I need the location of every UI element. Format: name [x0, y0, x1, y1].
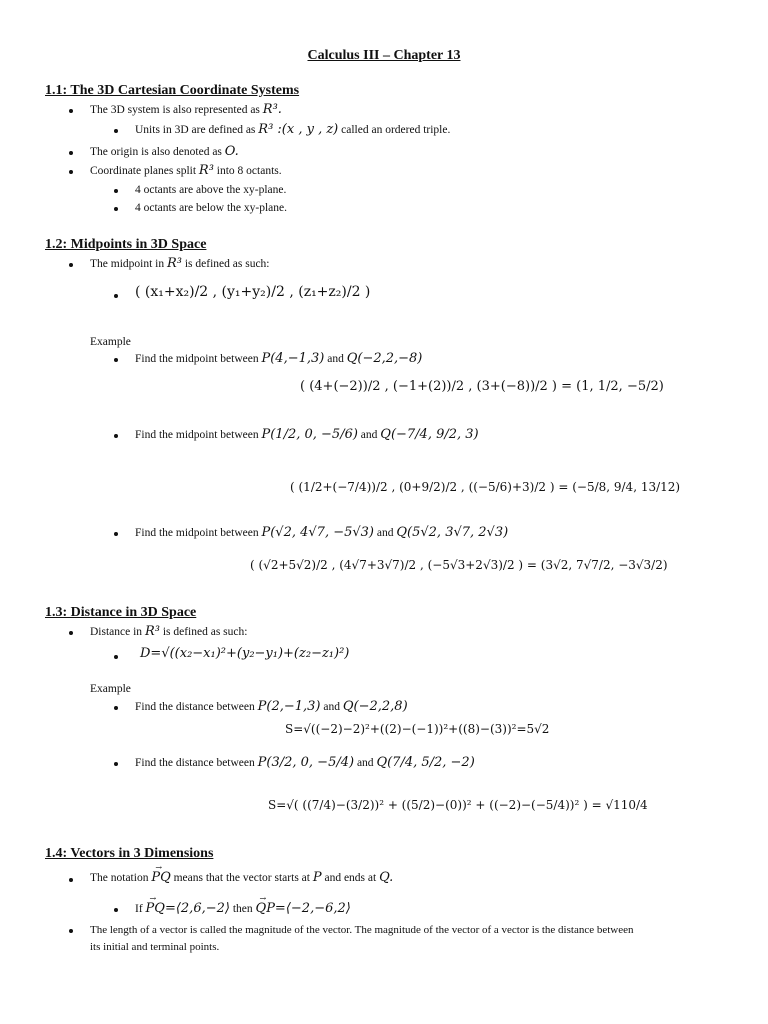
math-expression: R³.	[262, 102, 282, 117]
math-expression: R³	[144, 624, 160, 639]
bullet-marker	[114, 358, 118, 362]
list-item	[135, 428, 479, 442]
list-item-text: Find the distance between	[135, 701, 255, 713]
distance-formula: D=√((x₂−x₁)²+(y₂−y₁)+(z₂−z₁)²)	[140, 646, 350, 661]
list-item-text: then	[232, 903, 253, 915]
list-item-text: is defined as such:	[162, 626, 248, 638]
list-item	[135, 123, 450, 137]
bullet-marker	[114, 762, 118, 766]
math-expression: P(4,−1,3)	[261, 351, 325, 366]
vector-expression: → QP=⟨−2,−6,2⟩	[256, 902, 351, 916]
solution-formula: S=√( ((7/4)−(3/2))² + ((5/2)−(0))² + ((−2)−(−5/4))² ) = √110/4	[268, 798, 648, 812]
list-item	[135, 526, 508, 540]
list-item	[90, 145, 239, 159]
math-expression: R³ :(x , y , z)	[258, 122, 339, 137]
list-item: The length of a vector is called the magnitude of the vector. The magnitude of the vector of a vector is the distance between	[90, 924, 634, 936]
list-item-text: Find the midpoint between	[135, 527, 259, 539]
list-item-text: means that the vector starts at	[173, 872, 310, 884]
math-expression: Q.	[379, 870, 394, 885]
list-item-text: and	[356, 757, 374, 769]
list-item-text: The midpoint in	[90, 258, 165, 270]
section-heading-1-1: 1.1: The 3D Cartesian Coordinate Systems	[45, 83, 300, 98]
vector-expression: → PQ=⟨2,6,−2⟩	[146, 902, 230, 916]
list-item: 4 octants are above the xy-plane.	[135, 184, 287, 196]
section-heading-1-2: 1.2: Midpoints in 3D Space	[45, 237, 207, 252]
solution-formula: ( (√2+5√2)/2 , (4√7+3√7)/2 , (−5√3+2√3)/2 ) = (3√2, 7√7/2, −3√3/2)	[250, 558, 668, 572]
list-item-text: The origin is also denoted as	[90, 146, 222, 158]
bullet-marker	[114, 908, 118, 912]
bullet-marker	[114, 189, 118, 193]
list-item	[90, 103, 282, 117]
list-item	[90, 871, 393, 885]
list-item	[135, 700, 408, 714]
document-title: Calculus III – Chapter 13	[307, 48, 461, 63]
list-item-text: Find the midpoint between	[135, 353, 259, 365]
example-label: Example	[90, 683, 131, 695]
bullet-marker	[114, 655, 118, 659]
math-expression: P	[312, 870, 322, 885]
bullet-marker	[114, 532, 118, 536]
list-item-text: and	[323, 701, 340, 713]
bullet-marker	[69, 170, 73, 174]
list-item-text: is defined as such:	[184, 258, 270, 270]
list-item	[90, 164, 282, 178]
solution-formula: ( (1/2+(−7/4))/2 , (0+9/2)/2 , ((−5/6)+3)/2 ) = (−5/8, 9/4, 13/12)	[290, 480, 681, 494]
bullet-marker	[114, 434, 118, 438]
example-label: Example	[90, 336, 131, 348]
math-expression: R³	[198, 163, 214, 178]
list-item	[90, 625, 247, 639]
list-item-text: The 3D system is also represented as	[90, 104, 260, 116]
bullet-marker	[69, 631, 73, 635]
section-heading-1-3: 1.3: Distance in 3D Space	[45, 605, 197, 620]
list-item-text: and	[327, 353, 344, 365]
solution-formula: S=√((−2)−2)²+((2)−(−1))²+((8)−(3))²=5√2	[285, 722, 550, 736]
bullet-marker	[114, 706, 118, 710]
list-item-text: and	[376, 527, 394, 539]
bullet-marker	[69, 151, 73, 155]
solution-formula: ( (4+(−2))/2 , (−1+(2))/2 , (3+(−8))/2 ) = (1, 1/2, −5/2)	[300, 379, 664, 394]
midpoint-formula: ( (x₁+x₂)/2 , (y₁+y₂)/2 , (z₁+z₂)/2 )	[135, 284, 371, 300]
math-expression: P(2,−1,3)	[257, 699, 321, 714]
list-item-text: The notation	[90, 872, 149, 884]
bullet-marker	[114, 294, 118, 298]
list-item-text: called an ordered triple.	[341, 124, 451, 136]
math-expression: Q(7/4, 5/2, −2)	[376, 755, 475, 770]
bullet-marker	[114, 129, 118, 133]
math-expression: P(1/2, 0, −5/6)	[261, 427, 358, 442]
list-item	[135, 902, 351, 916]
list-item-text: If	[135, 903, 143, 915]
list-item-text: and ends at	[324, 872, 377, 884]
list-item	[135, 756, 475, 770]
list-item-continuation: its initial and terminal points.	[90, 941, 220, 953]
math-expression: P(3/2, 0, −5/4)	[257, 755, 355, 770]
bullet-marker	[69, 878, 73, 882]
math-expression: R³	[166, 256, 182, 271]
list-item	[90, 257, 270, 271]
list-item	[135, 352, 422, 366]
bullet-marker	[114, 207, 118, 211]
list-item-text: Find the distance between	[135, 757, 255, 769]
math-expression: Q(−7/4, 9/2, 3)	[380, 427, 479, 442]
section-heading-1-4: 1.4: Vectors in 3 Dimensions	[45, 846, 214, 861]
vector-expression: → PQ	[151, 871, 170, 885]
list-item-text: Distance in	[90, 626, 143, 638]
bullet-marker	[69, 109, 73, 113]
list-item-text: into 8 octants.	[216, 165, 282, 177]
list-item: 4 octants are below the xy-plane.	[135, 202, 287, 214]
list-item-text: Find the midpoint between	[135, 429, 259, 441]
math-expression: Q(5√2, 3√7, 2√3)	[396, 525, 509, 540]
list-item-text: Units in 3D are defined as	[135, 124, 256, 136]
bullet-marker	[69, 929, 73, 933]
math-expression: Q(−2,2,8)	[342, 699, 408, 714]
math-expression: P(√2, 4√7, −5√3)	[261, 525, 375, 540]
bullet-marker	[69, 263, 73, 267]
math-expression: Q(−2,2,−8)	[346, 351, 423, 366]
list-item-text: and	[360, 429, 378, 441]
list-item-text: Coordinate planes split	[90, 165, 197, 177]
math-expression: O.	[224, 144, 239, 159]
